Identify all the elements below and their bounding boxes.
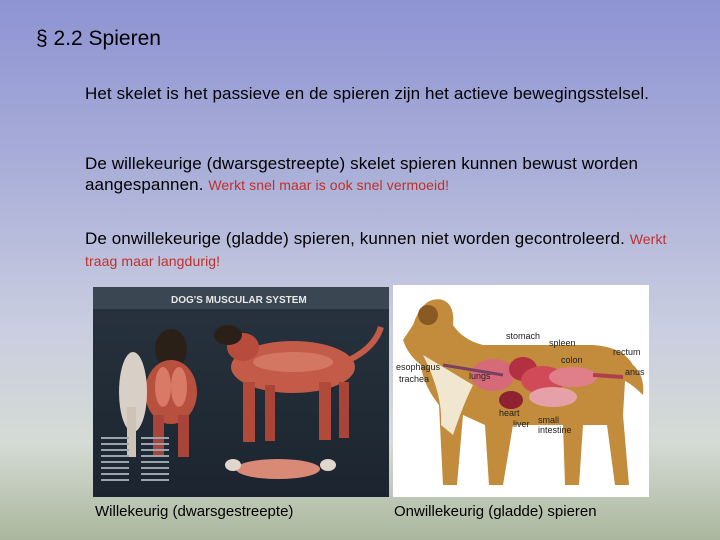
- paragraph-text: De onwillekeurige (gladde) spieren, kunnen niet worden gecontroleerd.: [85, 229, 625, 248]
- label-esophagus: esophagus: [396, 362, 441, 372]
- label-lungs: lungs: [469, 371, 491, 381]
- label-heart: heart: [499, 408, 520, 418]
- label-trachea: trachea: [399, 374, 430, 384]
- label-small: small: [538, 415, 560, 425]
- slide-title: § 2.2 Spieren: [36, 27, 161, 50]
- label-intestine: intestine: [538, 425, 572, 435]
- collie-dog: [403, 299, 643, 485]
- organs-image: [393, 285, 649, 497]
- paragraph-skeleton: [85, 83, 685, 104]
- label-rectum: rectum: [613, 347, 641, 357]
- paragraph-voluntary-muscles: [85, 153, 685, 196]
- paragraph-note: Werkt snel maar is ook snel vermoeid!: [208, 177, 450, 193]
- label-colon: colon: [561, 355, 583, 365]
- organs-illustration: [393, 285, 649, 497]
- muscular-system-illustration: [93, 287, 389, 497]
- label-stomach: stomach: [506, 331, 541, 341]
- paragraph-text: Het skelet is het passieve en de spieren zijn het actieve bewegingsstelsel.: [85, 84, 650, 103]
- paragraph-text: De willekeurige (dwarsgestreepte) skelet spieren kunnen bewust worden aangespannen.: [85, 154, 639, 194]
- muscular-system-image: [93, 287, 389, 497]
- poster-title: DOG'S MUSCULAR SYSTEM: [171, 295, 307, 306]
- dog-top-view: [225, 459, 336, 479]
- label-anus: anus: [625, 367, 645, 377]
- paragraph-note: Werkt traag maar langdurig!: [85, 231, 667, 269]
- paragraph-involuntary-muscles: [85, 228, 685, 272]
- caption-voluntary: Willekeurig (dwarsgestreepte): [95, 503, 294, 520]
- dog-side-view: [214, 325, 381, 442]
- caption-involuntary: Onwillekeurig (gladde) spieren: [394, 503, 597, 520]
- label-spleen: spleen: [549, 338, 576, 348]
- label-liver: liver: [513, 419, 530, 429]
